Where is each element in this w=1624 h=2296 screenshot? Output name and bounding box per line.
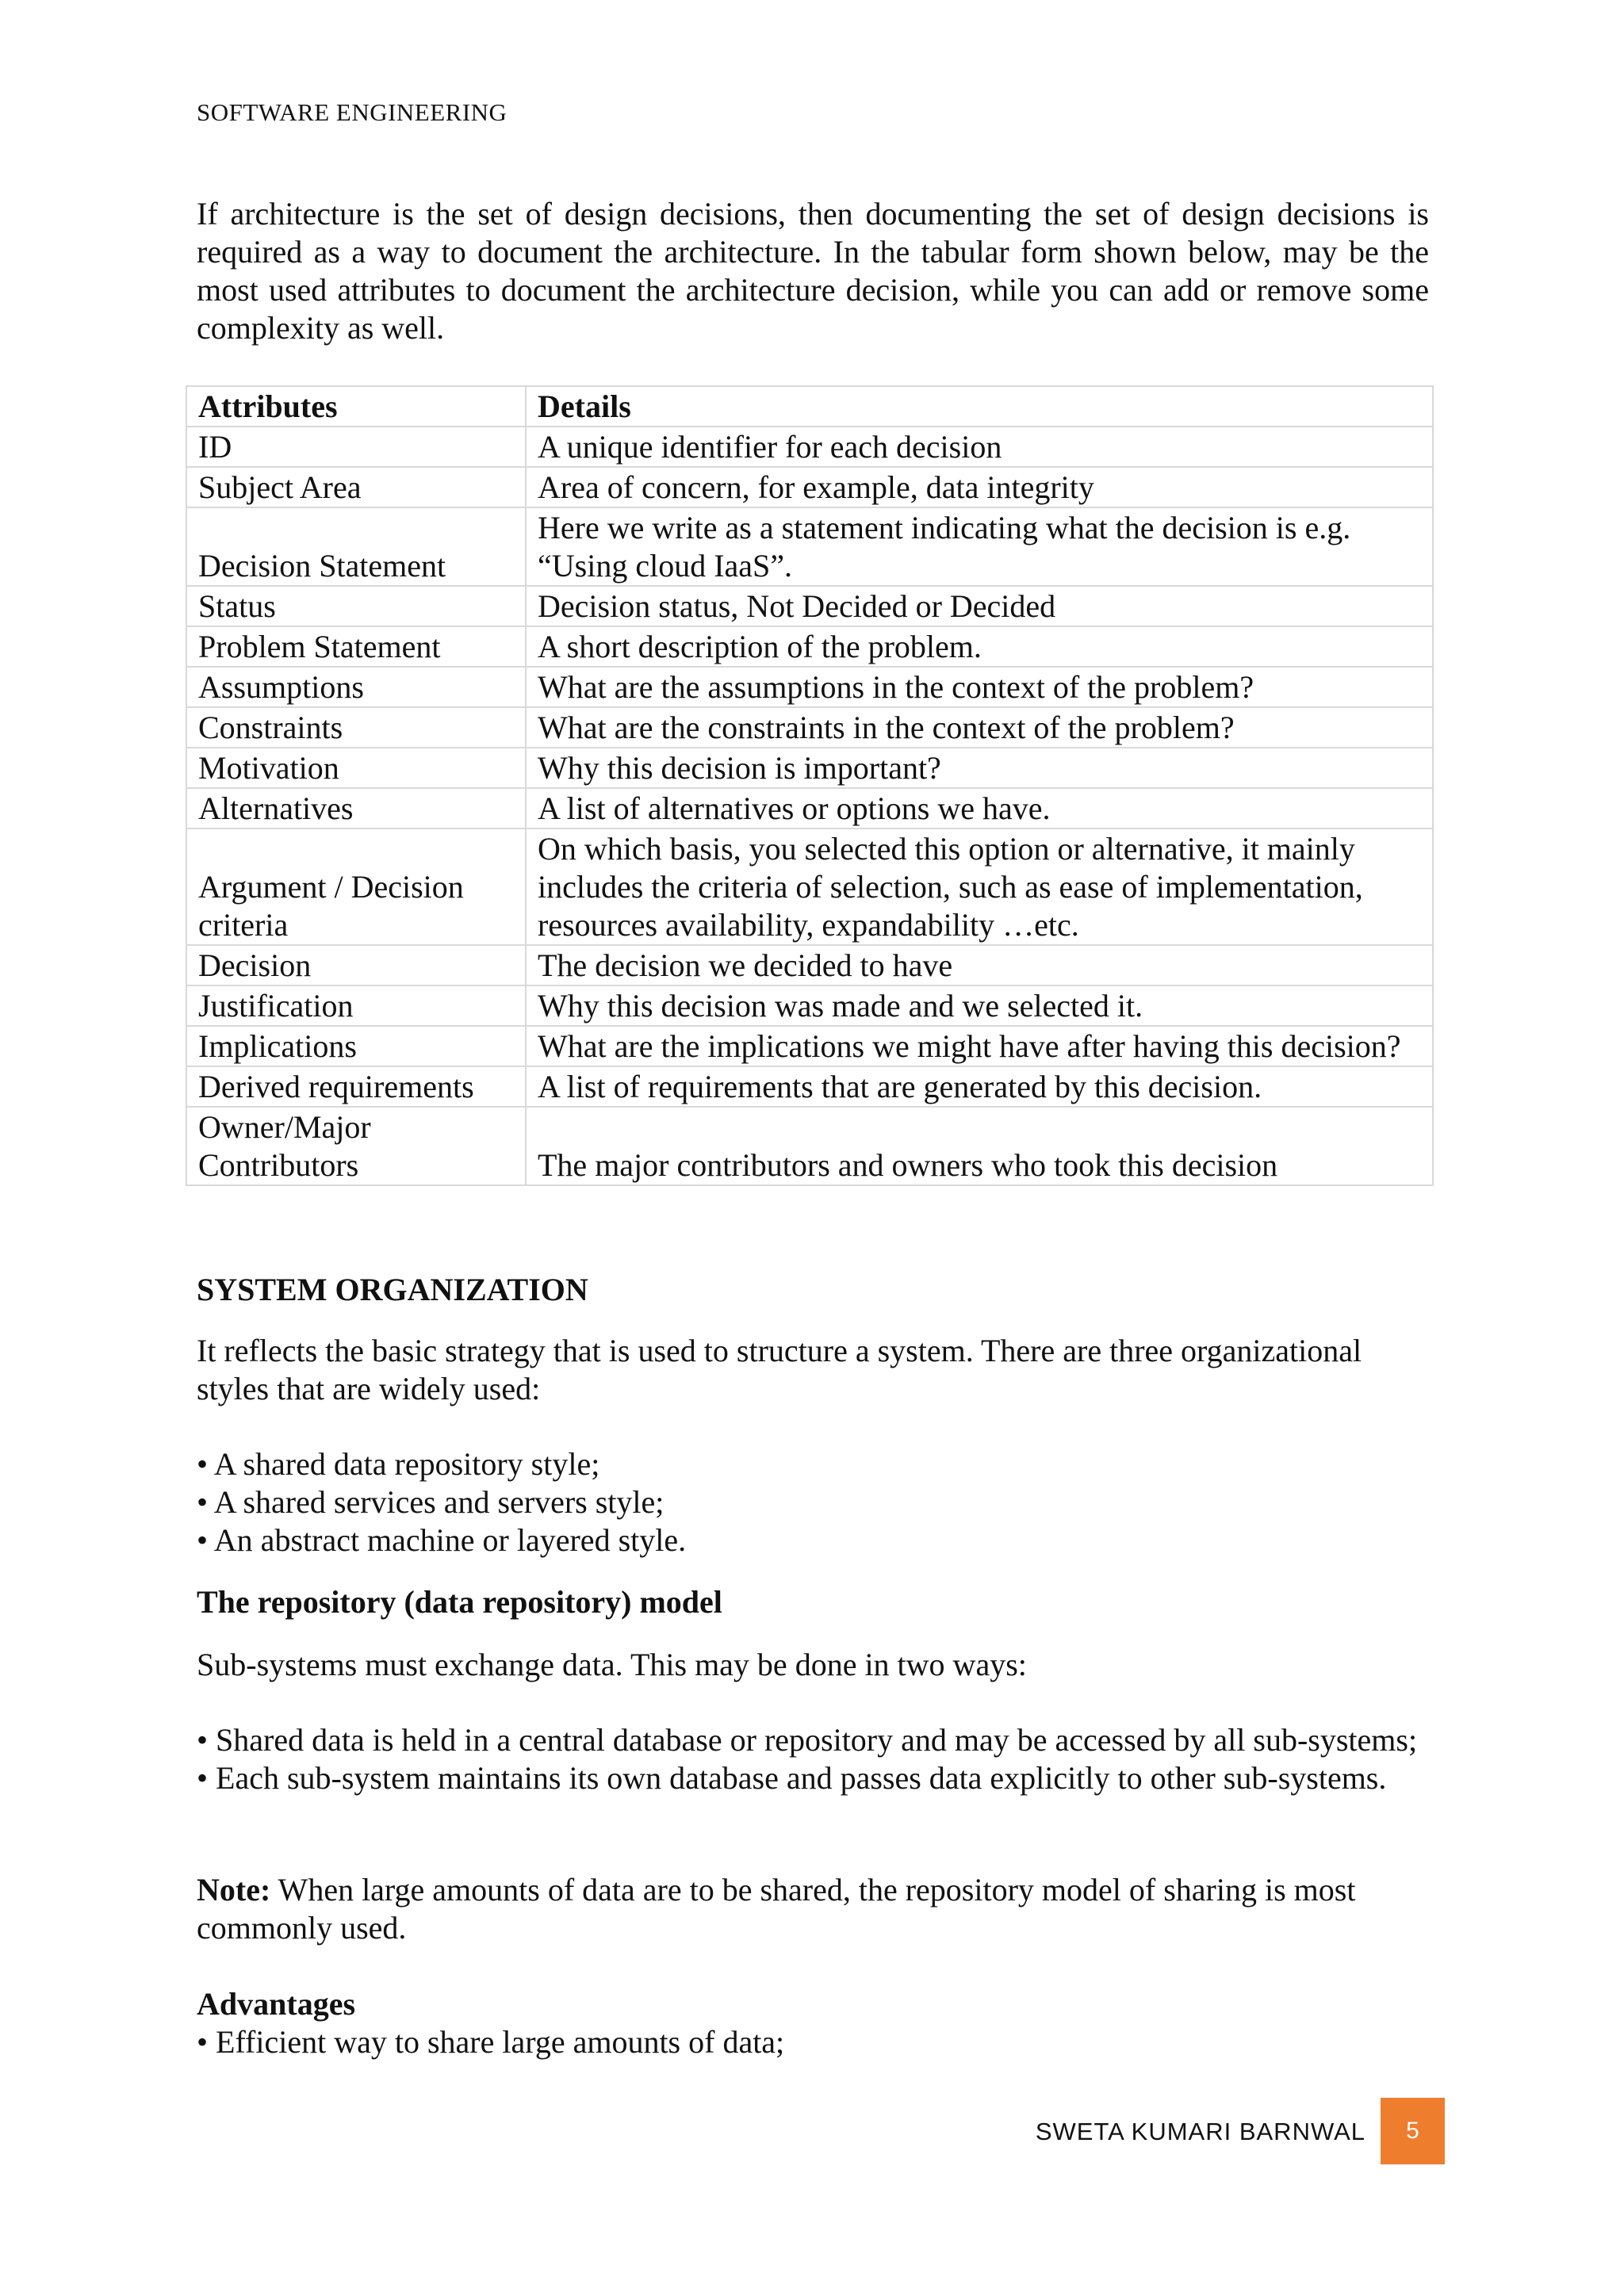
data-exchange-list — [197, 1721, 1429, 1797]
attribute-cell: Decision Statement — [186, 507, 526, 586]
table-header-cell: Attributes — [186, 386, 526, 427]
attribute-cell: Assumptions — [186, 667, 526, 707]
attribute-cell: Status — [186, 586, 526, 626]
table-row — [186, 1066, 1433, 1107]
list-item: • Efficient way to share large amounts of data; — [197, 2024, 785, 2060]
table-row — [186, 985, 1433, 1026]
footer-author: SWETA KUMARI BARNWAL — [1035, 2118, 1365, 2145]
attribute-cell: Motivation — [186, 748, 526, 788]
details-cell: A unique identifier for each decision — [526, 427, 1433, 467]
details-cell: On which basis, you selected this option or alternative, it mainly includes the criteria of selection, such as ease of implementation, resources availability, expandability …etc. — [526, 828, 1433, 945]
advantages-list — [197, 2023, 1429, 2061]
details-cell: The major contributors and owners who took this decision — [526, 1107, 1433, 1185]
system-organization-paragraph: It reflects the basic strategy that is used to structure a system. There are three organizational styles that are widely used: — [197, 1333, 1362, 1406]
table-row — [186, 467, 1433, 507]
table-row — [186, 707, 1433, 748]
details-cell: Why this decision is important? — [526, 748, 1433, 788]
organization-styles-list — [197, 1445, 1429, 1559]
attribute-cell: Argument / Decision criteria — [186, 828, 526, 945]
list-item: • An abstract machine or layered style. — [197, 1522, 687, 1558]
details-cell: What are the assumptions in the context of the problem? — [526, 667, 1433, 707]
details-cell: A list of requirements that are generated by this decision. — [526, 1066, 1433, 1107]
details-cell: Decision status, Not Decided or Decided — [526, 586, 1433, 626]
attribute-cell: Subject Area — [186, 467, 526, 507]
page-number-badge: 5 — [1381, 2098, 1445, 2164]
table-row — [186, 586, 1433, 626]
attribute-cell: Justification — [186, 985, 526, 1026]
table-row — [186, 667, 1433, 707]
running-header: SOFTWARE ENGINEERING — [197, 98, 508, 126]
table-row — [186, 788, 1433, 828]
details-cell: Why this decision was made and we selected it. — [526, 985, 1433, 1026]
table-row — [186, 1026, 1433, 1066]
list-item: • A shared data repository style; — [197, 1446, 600, 1482]
table-header-row — [186, 386, 1433, 427]
table-row — [186, 945, 1433, 985]
attribute-cell: Derived requirements — [186, 1066, 526, 1107]
details-cell: What are the implications we might have after having this decision? — [526, 1026, 1433, 1066]
attribute-cell: Alternatives — [186, 788, 526, 828]
attribute-cell: Decision — [186, 945, 526, 985]
details-cell: A short description of the problem. — [526, 626, 1433, 667]
note-text: When large amounts of data are to be shared, the repository model of sharing is most commonly used. — [197, 1872, 1356, 1946]
table-row — [186, 427, 1433, 467]
attribute-cell: ID — [186, 427, 526, 467]
details-cell: Here we write as a statement indicating what the decision is e.g. “Using cloud IaaS”. — [526, 507, 1433, 586]
table-row — [186, 748, 1433, 788]
table-row — [186, 1107, 1433, 1185]
note-paragraph — [197, 1871, 1429, 1947]
details-cell: The decision we decided to have — [526, 945, 1433, 985]
table-header-cell: Details — [526, 386, 1433, 427]
note-label: Note: — [197, 1872, 271, 1908]
repository-paragraph: Sub-systems must exchange data. This may be done in two ways: — [197, 1647, 1027, 1682]
section-heading-system-organization: SYSTEM ORGANIZATION — [197, 1272, 588, 1307]
attribute-cell: Owner/Major Contributors — [186, 1107, 526, 1185]
table-row — [186, 828, 1433, 945]
table-row — [186, 626, 1433, 667]
list-item: • Shared data is held in a central database or repository and may be accessed by all sub-systems; — [197, 1722, 1418, 1758]
details-cell: What are the constraints in the context of the problem? — [526, 707, 1433, 748]
details-cell: Area of concern, for example, data integrity — [526, 467, 1433, 507]
table-row — [186, 507, 1433, 586]
attribute-cell: Problem Statement — [186, 626, 526, 667]
intro-paragraph: If architecture is the set of design decisions, then documenting the set of design decisions is required as a way to document the architecture. In the tabular form shown below, may be the most used attributes to document the architecture decision, while you can add or remove some complexity as well. — [197, 196, 1429, 346]
decision-attributes-table — [186, 385, 1434, 1186]
advantages-heading: Advantages — [197, 1986, 356, 2022]
list-item: • A shared services and servers style; — [197, 1484, 665, 1520]
details-cell: A list of alternatives or options we have. — [526, 788, 1433, 828]
list-item: • Each sub-system maintains its own database and passes data explicitly to other sub-systems. — [197, 1760, 1387, 1796]
subheading-repository-model: The repository (data repository) model — [197, 1584, 722, 1620]
attribute-cell: Constraints — [186, 707, 526, 748]
attribute-cell: Implications — [186, 1026, 526, 1066]
